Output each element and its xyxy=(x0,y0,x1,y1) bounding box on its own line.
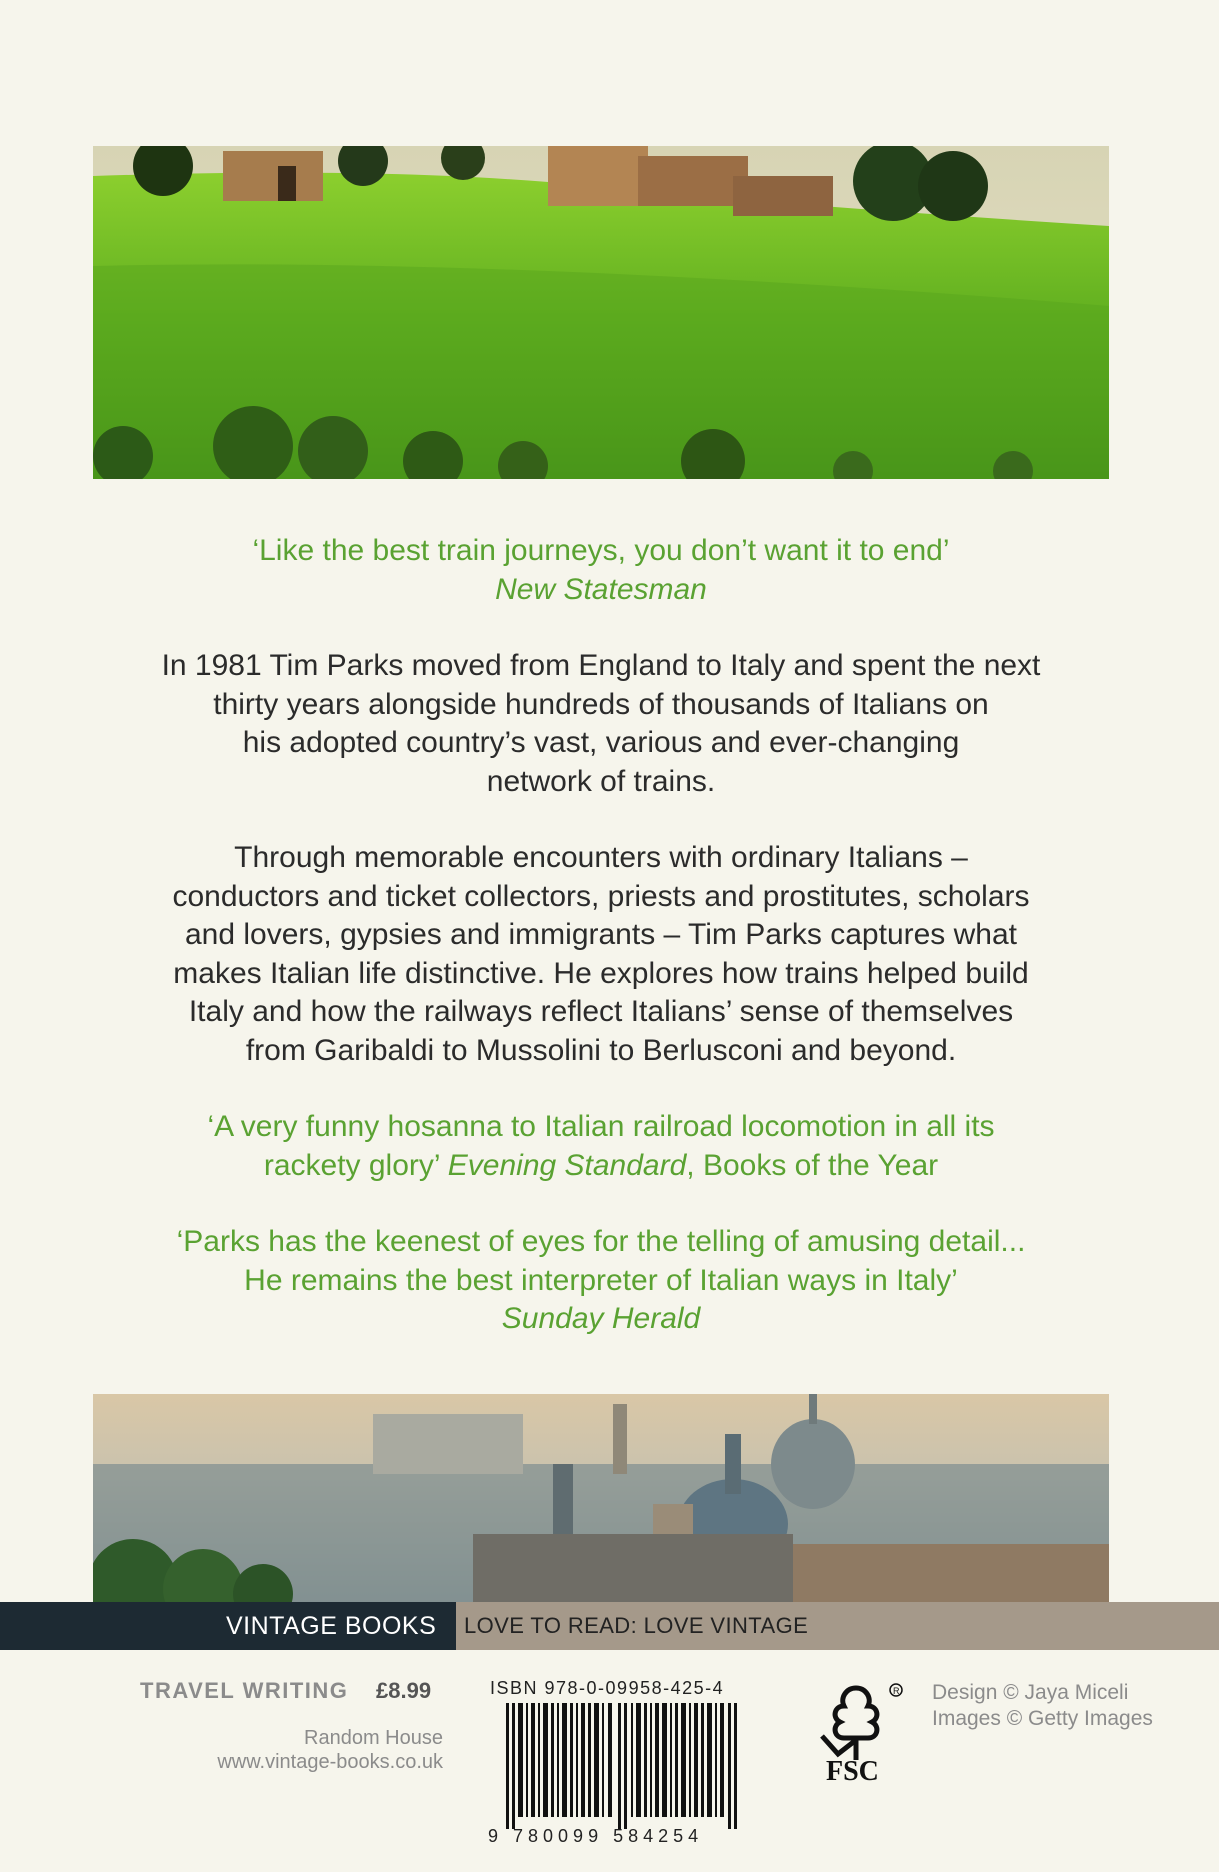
description-line: In 1981 Tim Parks moved from England to Italy and spent the next xyxy=(161,649,1041,682)
quote-text: rackety glory’ xyxy=(263,1148,448,1182)
quote-source-suffix: , Books of the Year xyxy=(686,1148,939,1182)
description-line: his adopted country’s vast, various and ever-changing xyxy=(242,726,960,759)
design-credit: Design © Jaya Miceli xyxy=(932,1681,1129,1704)
imprint-name: Random House xyxy=(304,1727,443,1749)
review-quote-new-statesman xyxy=(93,532,1109,609)
description-line: and lovers, gypsies and immigrants – Tim Parks captures what xyxy=(184,918,1018,951)
barcode xyxy=(506,1703,738,1829)
category-label: TRAVEL WRITING xyxy=(140,1678,349,1703)
publisher-website: www.vintage-books.co.uk xyxy=(217,1751,443,1773)
description-line: thirty years alongside hundreds of thousands of Italians on xyxy=(213,687,989,721)
svg-text:R: R xyxy=(893,1686,900,1696)
credits-block xyxy=(932,1680,1153,1732)
quote-source: Sunday Herald xyxy=(501,1302,701,1335)
barcode-bars xyxy=(506,1703,737,1829)
rome-skyline-photo xyxy=(93,1394,1109,1602)
image-credit: Images © Getty Images xyxy=(932,1707,1153,1730)
quote-source: Evening Standard xyxy=(447,1148,687,1182)
quote-text: ‘A very funny hosanna to Italian railroad locomotion in all its xyxy=(207,1110,995,1143)
quote-text: ‘Like the best train journeys, you don’t want it to end’ xyxy=(252,534,950,567)
quote-text: ‘Parks has the keenest of eyes for the telling of amusing detail... xyxy=(176,1225,1026,1258)
description-line: network of trains. xyxy=(486,764,716,798)
description-line: Through memorable encounters with ordinary Italians – xyxy=(234,841,968,874)
imprint-block xyxy=(217,1726,443,1774)
quote-source: New Statesman xyxy=(495,572,707,606)
publisher-band xyxy=(0,1602,1219,1650)
review-quote-evening-standard xyxy=(93,1108,1109,1185)
description-line: conductors and ticket collectors, priests and prostitutes, scholars xyxy=(172,879,1030,913)
price-label: £8.99 xyxy=(376,1678,432,1703)
description-line: makes Italian life distinctive. He explores how trains helped build xyxy=(173,956,1029,990)
book-description-paragraph-2 xyxy=(93,839,1109,1070)
review-quote-sunday-herald xyxy=(93,1223,1109,1339)
fsc-label: FSC xyxy=(826,1756,879,1787)
isbn-text: ISBN 978-0-09958-425-4 xyxy=(490,1678,725,1698)
description-line: from Garibaldi to Mussolini to Berlusconi and beyond. xyxy=(245,1033,957,1067)
quote-text: He remains the best interpreter of Italian ways in Italy’ xyxy=(244,1263,958,1297)
description-line: Italy and how the railways reflect Italians’ sense of themselves xyxy=(188,995,1014,1028)
book-description-paragraph-1 xyxy=(93,647,1109,801)
quote-text-line-2 xyxy=(93,1147,1109,1186)
barcode-digits: 9 780099 584254 xyxy=(488,1826,704,1846)
tuscan-hills-photo xyxy=(93,146,1109,479)
publisher-slogan: LOVE TO READ: LOVE VINTAGE xyxy=(464,1613,809,1638)
publisher-name: VINTAGE BOOKS xyxy=(226,1612,437,1640)
